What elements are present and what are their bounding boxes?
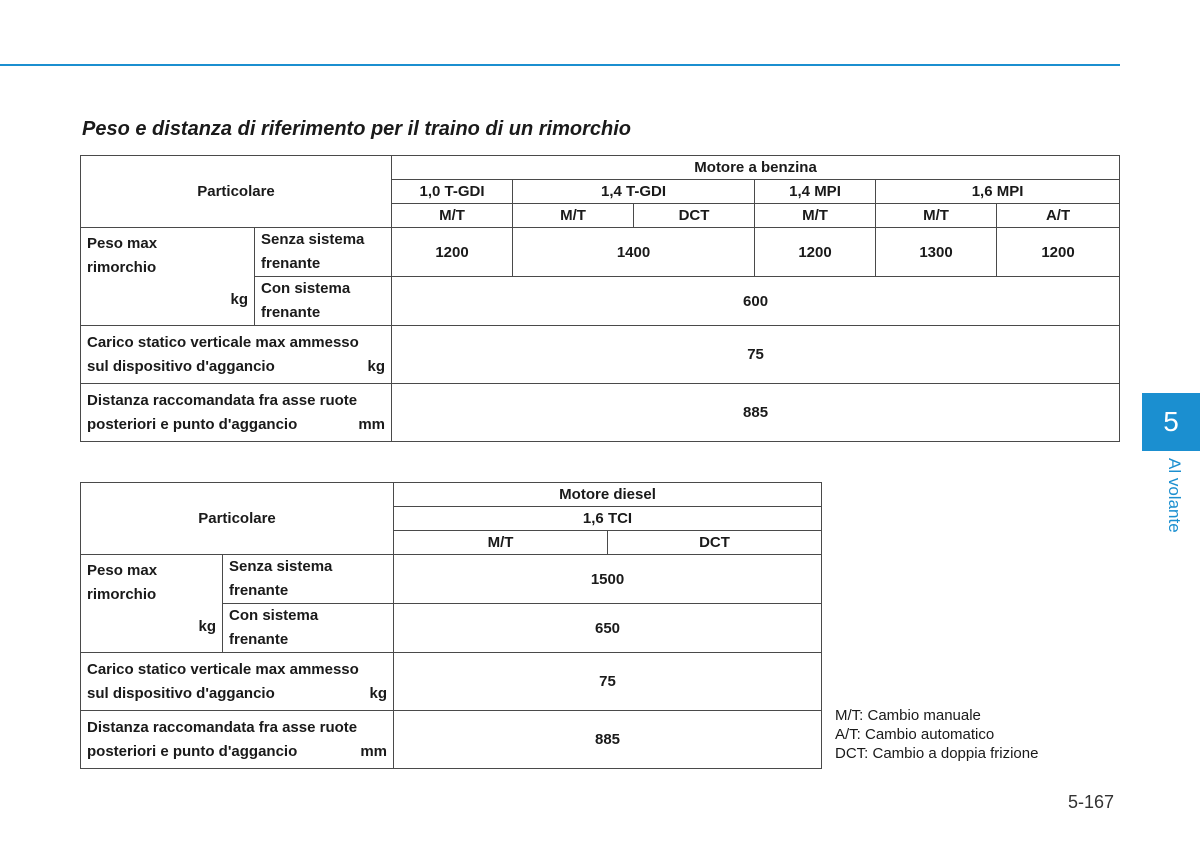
petrol-towing-table — [80, 155, 1120, 442]
distanza-label — [81, 384, 392, 442]
value-cell: 1200 — [392, 228, 513, 277]
senza-sistema-label — [223, 555, 394, 604]
page-number: 5-167 — [1068, 792, 1115, 812]
transmission-header: M/T — [755, 204, 876, 228]
legend-item: DCT: Cambio a doppia frizione — [835, 745, 1039, 762]
carico-label-line-1: Carico statico verticale max ammesso — [87, 660, 359, 678]
con-label-line-2: frenante — [261, 304, 321, 321]
diesel-towing-table — [80, 482, 822, 769]
carico-label-line-2: sul dispositivo d'aggancio — [87, 357, 275, 375]
chapter-label: Al volante — [1165, 458, 1184, 533]
con-sistema-label — [223, 604, 394, 653]
value-cell: 885 — [394, 711, 822, 769]
transmission-header: DCT — [634, 204, 755, 228]
peso-label-line-1: Peso max — [87, 234, 158, 252]
value-cell: 75 — [394, 653, 822, 711]
carico-label — [81, 653, 394, 711]
section-title: Peso e distanza di riferimento per il traino di un rimorchio — [82, 118, 631, 140]
value-cell: 650 — [394, 604, 822, 653]
value-cell: 1200 — [755, 228, 876, 277]
value-cell: 600 — [392, 277, 1120, 326]
engine-header: 1,0 T-GDI — [392, 180, 513, 204]
peso-unit: kg — [198, 617, 216, 635]
carico-label — [81, 326, 392, 384]
peso-max-label — [81, 228, 255, 326]
peso-label-line-1: Peso max — [87, 561, 158, 579]
transmission-header: A/T — [997, 204, 1120, 228]
chapter-number-tab: 5 — [1142, 393, 1200, 451]
legend-item: M/T: Cambio manuale — [835, 707, 981, 724]
value-cell: 1300 — [876, 228, 997, 277]
senza-label-line-1: Senza sistema — [229, 558, 333, 575]
distanza-label — [81, 711, 394, 769]
distanza-label-line-2: posteriori e punto d'aggancio — [87, 742, 298, 760]
transmission-header: DCT — [608, 531, 822, 555]
engine-header: 1,6 MPI — [876, 180, 1120, 204]
senza-label-line-2: frenante — [261, 255, 321, 272]
engine-header: 1,4 MPI — [755, 180, 876, 204]
carico-unit: kg — [367, 357, 386, 375]
value-cell: 1200 — [997, 228, 1120, 277]
con-label-line-1: Con sistema — [261, 280, 351, 297]
group-header-petrol: Motore a benzina — [392, 156, 1120, 180]
distanza-label-line-1: Distanza raccomandata fra asse ruote — [87, 391, 358, 409]
con-label-line-2: frenante — [229, 631, 289, 648]
peso-max-label — [81, 555, 223, 653]
peso-label-line-2: rimorchio — [87, 585, 157, 603]
con-label-line-1: Con sistema — [229, 607, 319, 624]
transmission-header: M/T — [394, 531, 608, 555]
distanza-label-line-1: Distanza raccomandata fra asse ruote — [87, 718, 358, 736]
con-sistema-label — [255, 277, 392, 326]
header-particolare: Particolare — [81, 156, 392, 228]
carico-label-line-1: Carico statico verticale max ammesso — [87, 333, 359, 351]
distanza-unit: mm — [360, 742, 388, 760]
senza-sistema-label — [255, 228, 392, 277]
value-cell: 1400 — [513, 228, 755, 277]
abbreviation-legend — [835, 706, 1038, 763]
value-cell: 1500 — [394, 555, 822, 604]
carico-unit: kg — [369, 684, 388, 702]
transmission-header: M/T — [392, 204, 513, 228]
distanza-label-line-2: posteriori e punto d'aggancio — [87, 415, 298, 433]
value-cell: 885 — [392, 384, 1120, 442]
engine-header: 1,4 T-GDI — [513, 180, 755, 204]
group-header-diesel: Motore diesel — [394, 483, 822, 507]
header-rule — [0, 64, 1120, 66]
transmission-header: M/T — [513, 204, 634, 228]
legend-item: A/T: Cambio automatico — [835, 726, 995, 743]
carico-label-line-2: sul dispositivo d'aggancio — [87, 684, 275, 702]
value-cell: 75 — [392, 326, 1120, 384]
senza-label-line-2: frenante — [229, 582, 289, 599]
peso-unit: kg — [230, 290, 248, 308]
engine-header: 1,6 TCI — [394, 507, 822, 531]
peso-label-line-2: rimorchio — [87, 258, 157, 276]
header-particolare: Particolare — [81, 483, 394, 555]
senza-label-line-1: Senza sistema — [261, 231, 365, 248]
transmission-header: M/T — [876, 204, 997, 228]
distanza-unit: mm — [358, 415, 386, 433]
